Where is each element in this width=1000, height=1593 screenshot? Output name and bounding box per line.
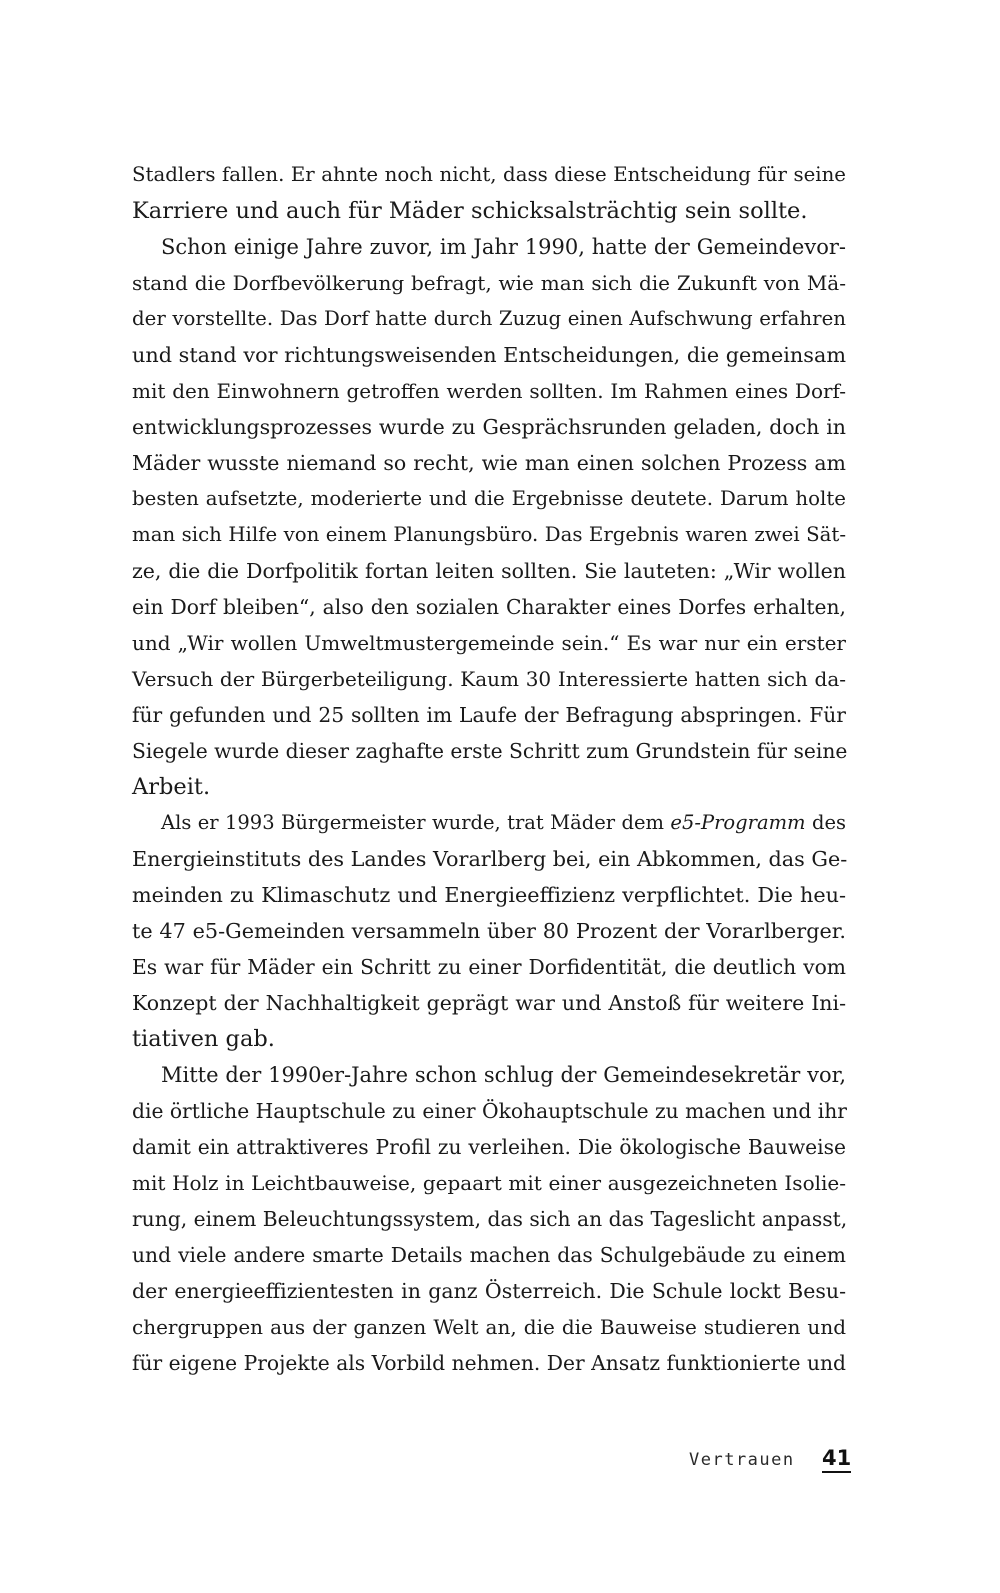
text-line: ze, die die Dorfpolitik fortan leiten sollten. Sie lauteten: „Wir wollen bbox=[132, 559, 846, 583]
text-line: und „Wir wollen Umweltmustergemeinde sein.“ Es war nur ein erster bbox=[132, 631, 846, 655]
text-line: Schon einige Jahre zuvor, im Jahr 1990, hatte der Gemeindevor- bbox=[161, 235, 846, 259]
page-body bbox=[132, 157, 846, 1381]
text-line: entwicklungsprozesses wurde zu Gesprächsrunden geladen, doch in bbox=[132, 415, 846, 439]
text-line: Karriere und auch für Mäder schicksalsträchtig sein sollte. bbox=[132, 198, 808, 224]
text-line: damit ein attraktiveres Profil zu verleihen. Die ökologische Bauweise bbox=[132, 1135, 846, 1159]
program-name-italic: e5-Programm bbox=[670, 811, 806, 834]
text-line: te 47 e5-Gemeinden versammeln über 80 Prozent der Vorarlberger. bbox=[132, 919, 846, 943]
text-line: meinden zu Klimaschutz und Energieeffizienz verpflichtet. Die heu- bbox=[132, 883, 846, 907]
text-line: für gefunden und 25 sollten im Laufe der Befragung abspringen. Für bbox=[132, 703, 846, 727]
text-line: stand die Dorfbevölkerung befragt, wie man sich die Zukunft von Mä- bbox=[132, 271, 846, 295]
text-line: Versuch der Bürgerbeteiligung. Kaum 30 Interessierte hatten sich da- bbox=[132, 667, 846, 691]
text-line: der energieeffizientesten in ganz Österreich. Die Schule lockt Besu- bbox=[132, 1279, 846, 1303]
text-line: Mäder wusste niemand so recht, wie man einen solchen Prozess am bbox=[132, 451, 846, 475]
text-line: und viele andere smarte Details machen das Schulgebäude zu einem bbox=[132, 1243, 846, 1267]
text-line: mit Holz in Leichtbauweise, gepaart mit einer ausgezeichneten Isolie- bbox=[132, 1171, 846, 1195]
text-line bbox=[132, 805, 846, 841]
paragraph-3 bbox=[132, 805, 846, 1057]
text-line: Arbeit. bbox=[132, 774, 211, 800]
text-line: tiativen gab. bbox=[132, 1026, 275, 1052]
text-line: die örtliche Hauptschule zu einer Ökohauptschule zu machen und ihr bbox=[132, 1099, 847, 1123]
text-line: Stadlers fallen. Er ahnte noch nicht, dass diese Entscheidung für seine bbox=[132, 163, 846, 186]
text-line: ein Dorf bleiben“, also den sozialen Charakter eines Dorfes erhalten, bbox=[132, 595, 846, 619]
text-line: Konzept der Nachhaltigkeit geprägt war und Anstoß für weitere Ini- bbox=[132, 991, 846, 1015]
running-footer-section: Vertrauen bbox=[689, 1450, 795, 1470]
text-line: Energieinstituts des Landes Vorarlberg bei, ein Abkommen, das Ge- bbox=[132, 847, 848, 871]
text-run: des bbox=[805, 811, 846, 834]
text-line: und stand vor richtungsweisenden Entscheidungen, die gemeinsam bbox=[132, 343, 846, 367]
text-line: für eigene Projekte als Vorbild nehmen. Der Ansatz funktionierte und bbox=[132, 1351, 846, 1375]
paragraph-4 bbox=[132, 1057, 846, 1381]
text-run: Als er 1993 Bürgermeister wurde, trat Mäder dem bbox=[161, 811, 671, 834]
text-line: besten aufsetzte, moderierte und die Ergebnisse deutete. Darum holte bbox=[132, 487, 846, 510]
paragraph-1 bbox=[132, 157, 846, 229]
text-line: rung, einem Beleuchtungssystem, das sich an das Tageslicht anpasst, bbox=[132, 1207, 848, 1231]
text-line: Mitte der 1990er-Jahre schon schlug der Gemeindesekretär vor, bbox=[161, 1063, 846, 1087]
paragraph-2 bbox=[132, 229, 846, 805]
text-line: Siegele wurde dieser zaghafte erste Schritt zum Grundstein für seine bbox=[132, 739, 848, 763]
text-line: Es war für Mäder ein Schritt zu einer Dorfidentität, die deutlich vom bbox=[132, 955, 846, 979]
text-line: man sich Hilfe von einem Planungsbüro. Das Ergebnis waren zwei Sät- bbox=[132, 523, 846, 546]
text-line: chergruppen aus der ganzen Welt an, die die Bauweise studieren und bbox=[132, 1315, 846, 1339]
text-line: mit den Einwohnern getroffen werden sollten. Im Rahmen eines Dorf- bbox=[132, 379, 846, 403]
page-number: 41 bbox=[822, 1446, 851, 1473]
text-line: der vorstellte. Das Dorf hatte durch Zuzug einen Aufschwung erfahren bbox=[132, 307, 846, 330]
